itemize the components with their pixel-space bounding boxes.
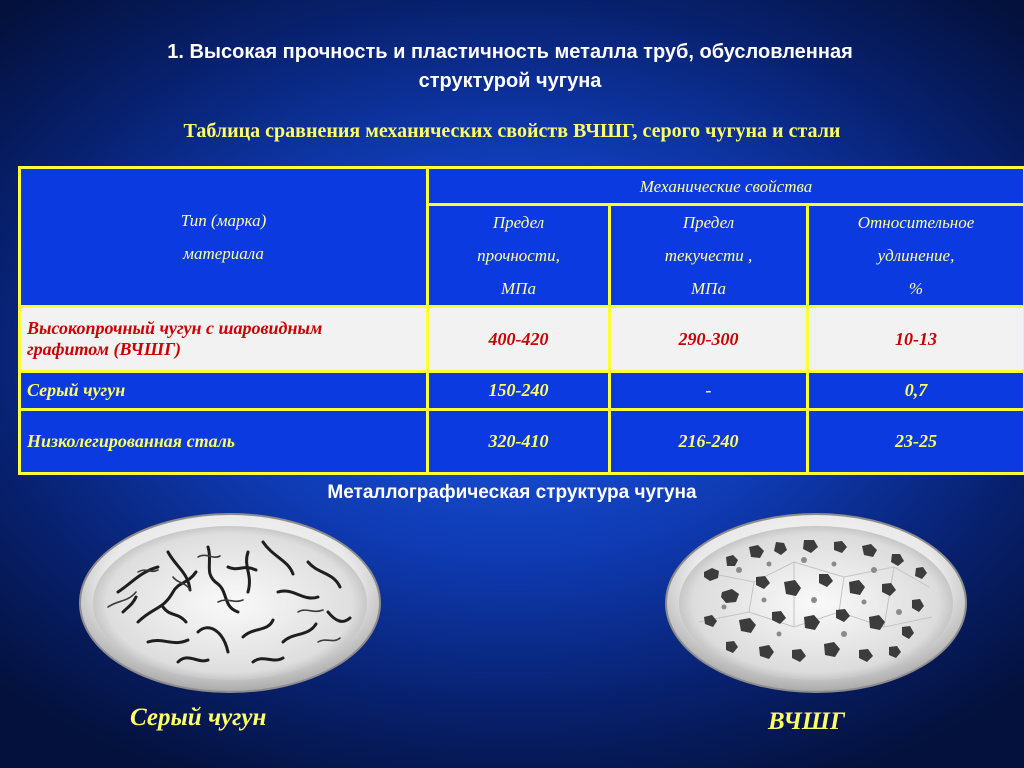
slide-heading-line1: 1. Высокая прочность и пластичность металла труб, обусловленная: [167, 41, 853, 63]
row-ductile-yield: 290-300: [610, 307, 808, 372]
header-mechanical-properties: Механические свойства: [428, 168, 1024, 205]
row-gray-elongation: 0,7: [808, 372, 1024, 410]
header-elongation-line1: Относительное: [857, 213, 975, 232]
header-elongation-line3: %: [908, 279, 924, 298]
table-row-ductile-iron: [20, 307, 1024, 372]
row-gray-yield: -: [610, 372, 808, 410]
comparison-table: [18, 166, 1024, 475]
table-row-low-alloy-steel: [20, 410, 1024, 474]
header-material-line1: Тип (марка): [180, 211, 267, 230]
table-header-row-1: [20, 168, 1024, 205]
header-material-type: [20, 168, 428, 307]
row-ductile-name-line2: графитом (ВЧШГ): [27, 339, 181, 359]
caption-gray-iron: Серый чугун: [130, 704, 267, 731]
row-ductile-strength: 400-420: [428, 307, 610, 372]
row-steel-strength: 320-410: [428, 410, 610, 474]
header-strength-line2: прочности,: [477, 246, 560, 265]
header-yield-line1: Предел: [682, 213, 735, 232]
caption-ductile-iron: ВЧШГ: [768, 708, 846, 735]
header-strength-line1: Предел: [492, 213, 545, 232]
slide-heading-line2: структурой чугуна: [418, 70, 602, 92]
table-row-gray-iron: [20, 372, 1024, 410]
row-ductile-name: [20, 307, 428, 372]
section-title: Металлографическая структура чугуна: [327, 482, 697, 503]
row-ductile-name-line1: Высокопрочный чугун с шаровидным: [27, 318, 323, 338]
header-strength-line3: МПа: [501, 279, 536, 298]
table-title: Таблица сравнения механических свойств ВЧШГ, серого чугуна и стали: [183, 120, 841, 142]
header-elongation-line2: удлинение,: [877, 246, 955, 265]
row-steel-name: Низколегированная сталь: [20, 410, 428, 474]
header-strength: [428, 205, 610, 307]
header-yield-line2: текучести ,: [664, 246, 753, 265]
row-steel-elongation: 23-25: [808, 410, 1024, 474]
row-steel-yield: 216-240: [610, 410, 808, 474]
header-yield: [610, 205, 808, 307]
row-gray-strength: 150-240: [428, 372, 610, 410]
gray-iron-micrograph: [78, 512, 382, 694]
ductile-iron-micrograph: [664, 512, 968, 694]
header-yield-line3: МПа: [691, 279, 726, 298]
row-ductile-elongation: 10-13: [808, 307, 1024, 372]
slide-heading: [60, 38, 960, 96]
header-elongation: [808, 205, 1024, 307]
header-material-line2: материала: [183, 244, 264, 263]
row-gray-name: Серый чугун: [20, 372, 428, 410]
